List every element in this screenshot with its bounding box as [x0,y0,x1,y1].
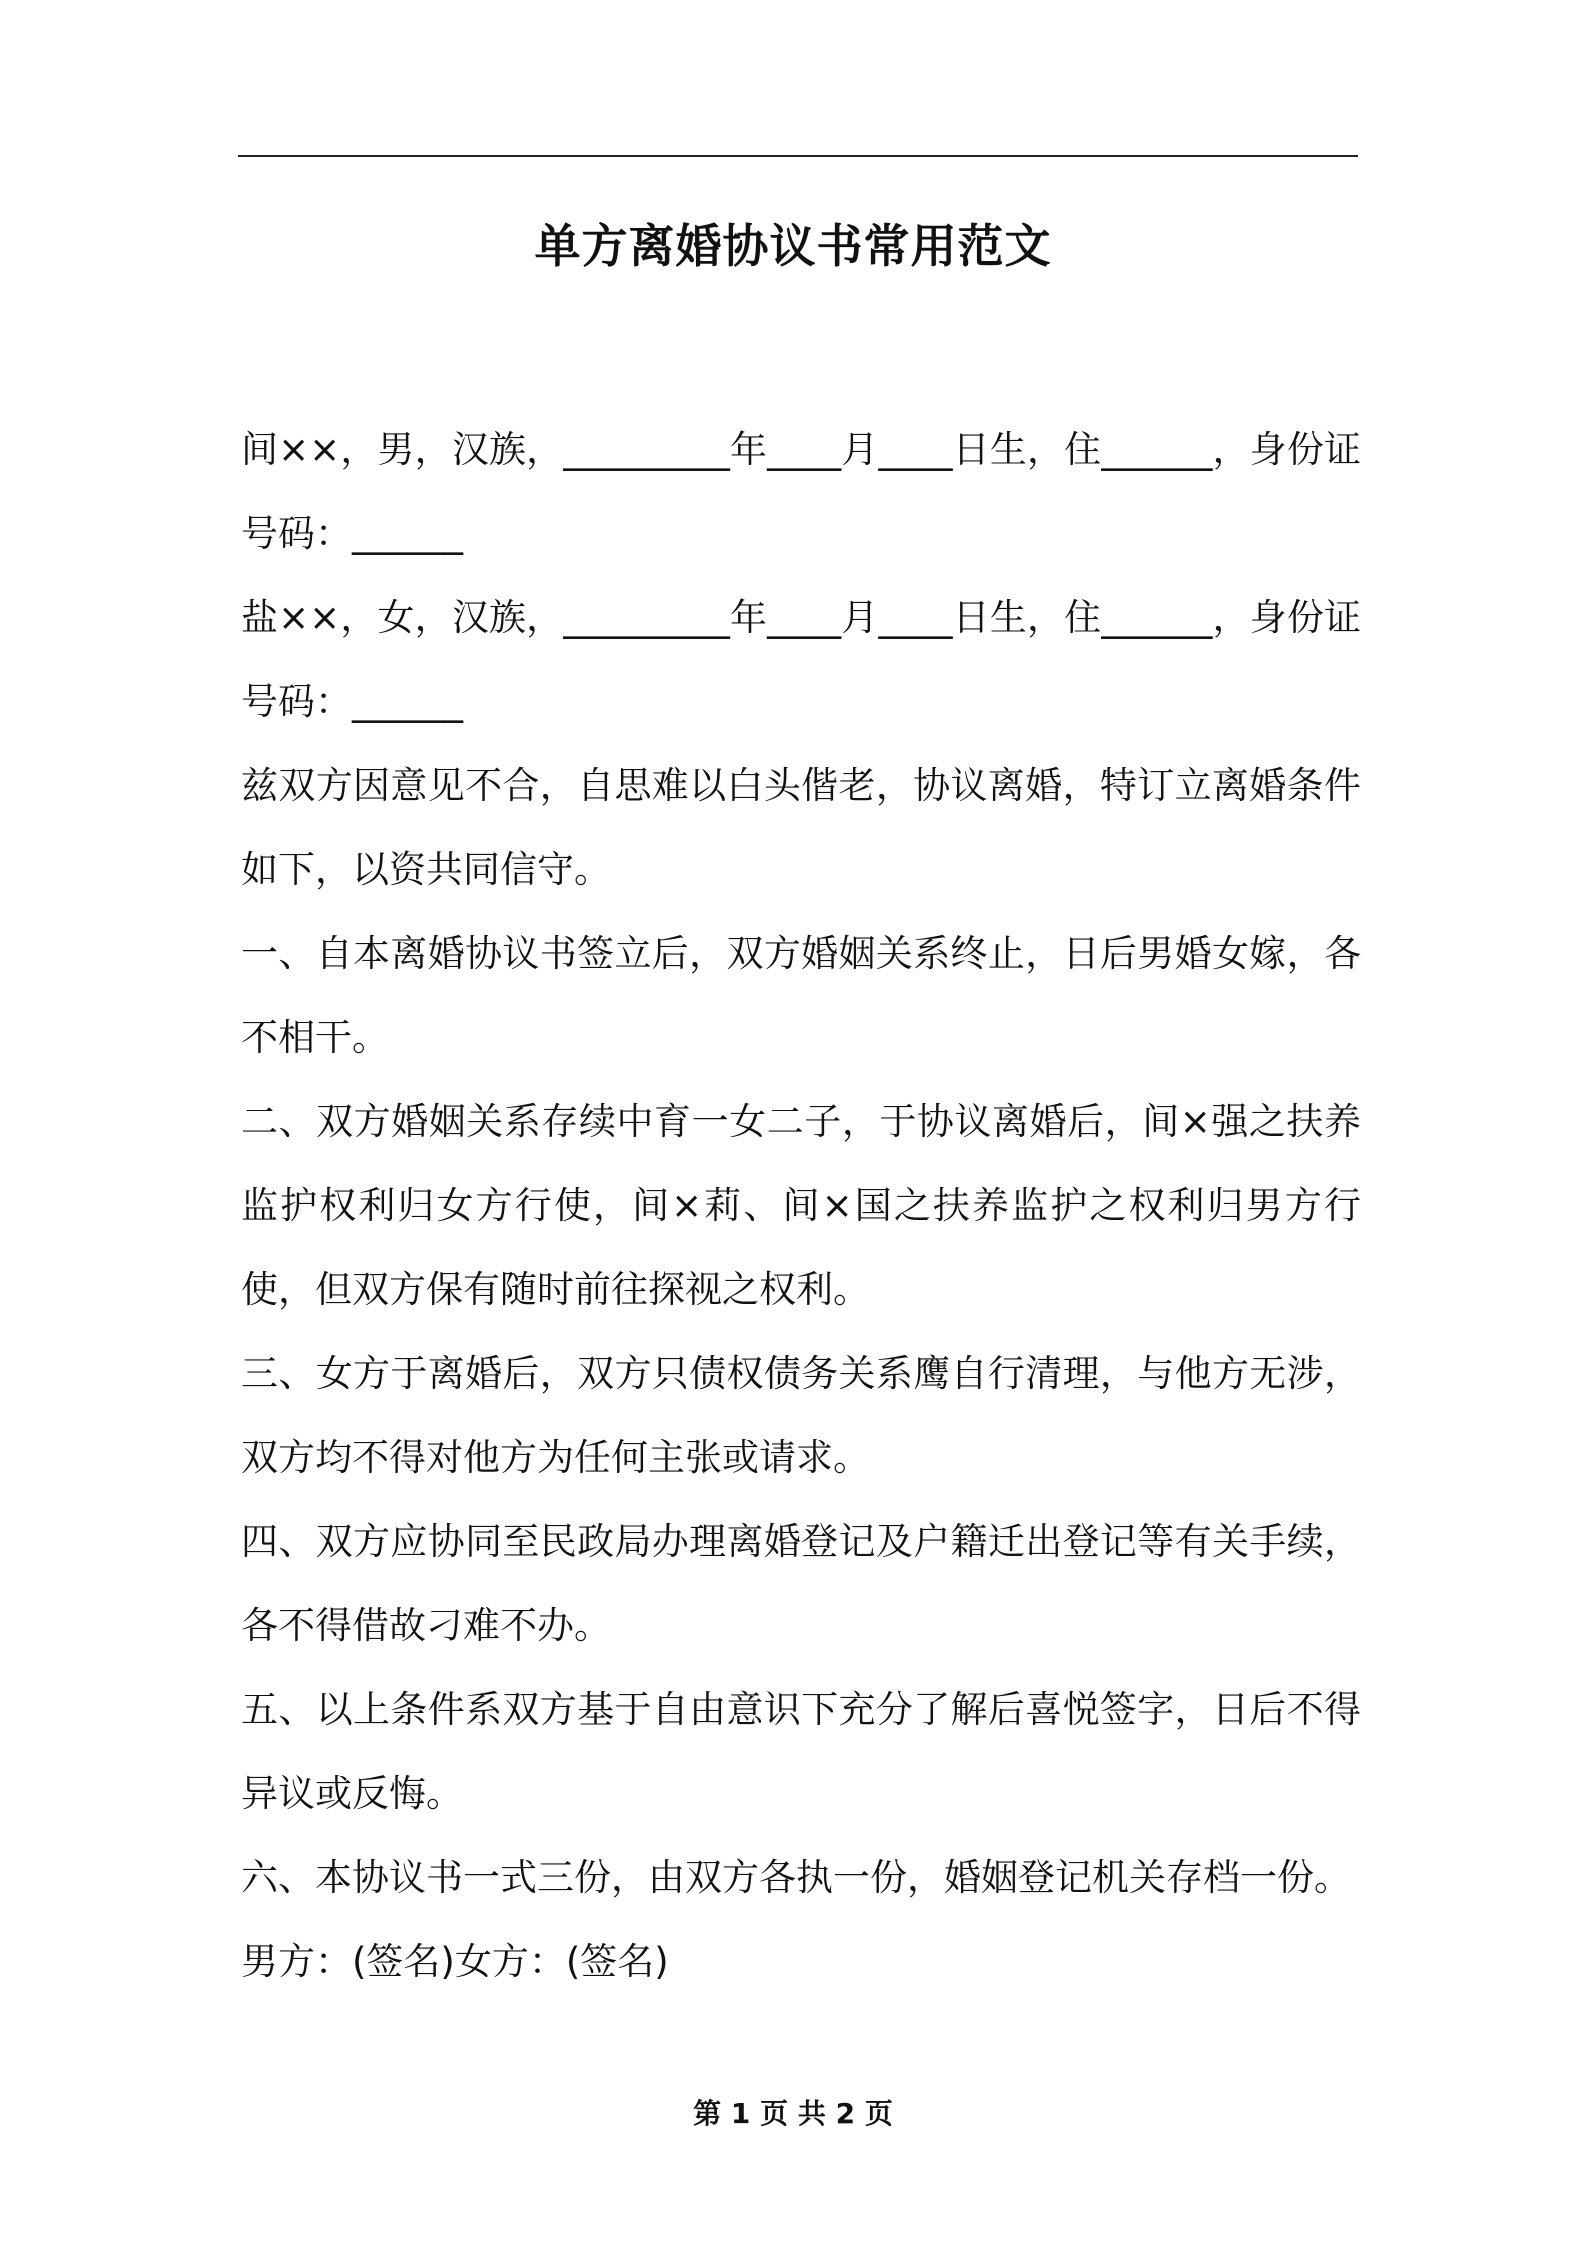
paragraph-wife-info: 盐××，女，汉族，_________年____月____日生，住______，身份证号码：______ [241,596,1361,723]
paragraph-clause-2: 二、双方婚姻关系存续中育一女二子，于协议离婚后，间×强之扶养监护权利归女方行使，间×莉、间×国之扶养监护之权利归男方行使，但双方保有随时前往探视之权利。 [241,1100,1361,1311]
paragraph-clause-4: 四、双方应协同至民政局办理离婚登记及户籍迁出登记等有关手续，各不得借故刁难不办。 [241,1520,1361,1647]
header-rule [238,155,1358,157]
paragraph-clause-1: 一、自本离婚协议书签立后，双方婚姻关系终止，日后男婚女嫁，各不相干。 [241,932,1361,1059]
document-title: 单方离婚协议书常用范文 [534,219,1052,273]
paragraph-clause-5: 五、以上条件系双方基于自由意识下充分了解后喜悦签字，日后不得异议或反悔。 [241,1688,1361,1815]
paragraph-clause-3: 三、女方于离婚后，双方只债权债务关系鹰自行清理，与他方无涉，双方均不得对他方为任何主张或请求。 [241,1352,1361,1479]
paragraph-signatures: 男方：(签名)女方：(签名) [241,1940,669,1983]
page-footer: 第 1 页 共 2 页 [693,2097,893,2130]
paragraph-husband-info: 间××，男，汉族，_________年____月____日生，住______，身份证号码：______ [241,428,1361,555]
paragraph-preamble: 兹双方因意见不合，自思难以白头偕老，协议离婚，特订立离婚条件如下，以资共同信守。 [241,764,1361,891]
paragraph-clause-6: 六、本协议书一式三份，由双方各执一份，婚姻登记机关存档一份。 [241,1856,1351,1899]
document-body [241,408,1361,2004]
